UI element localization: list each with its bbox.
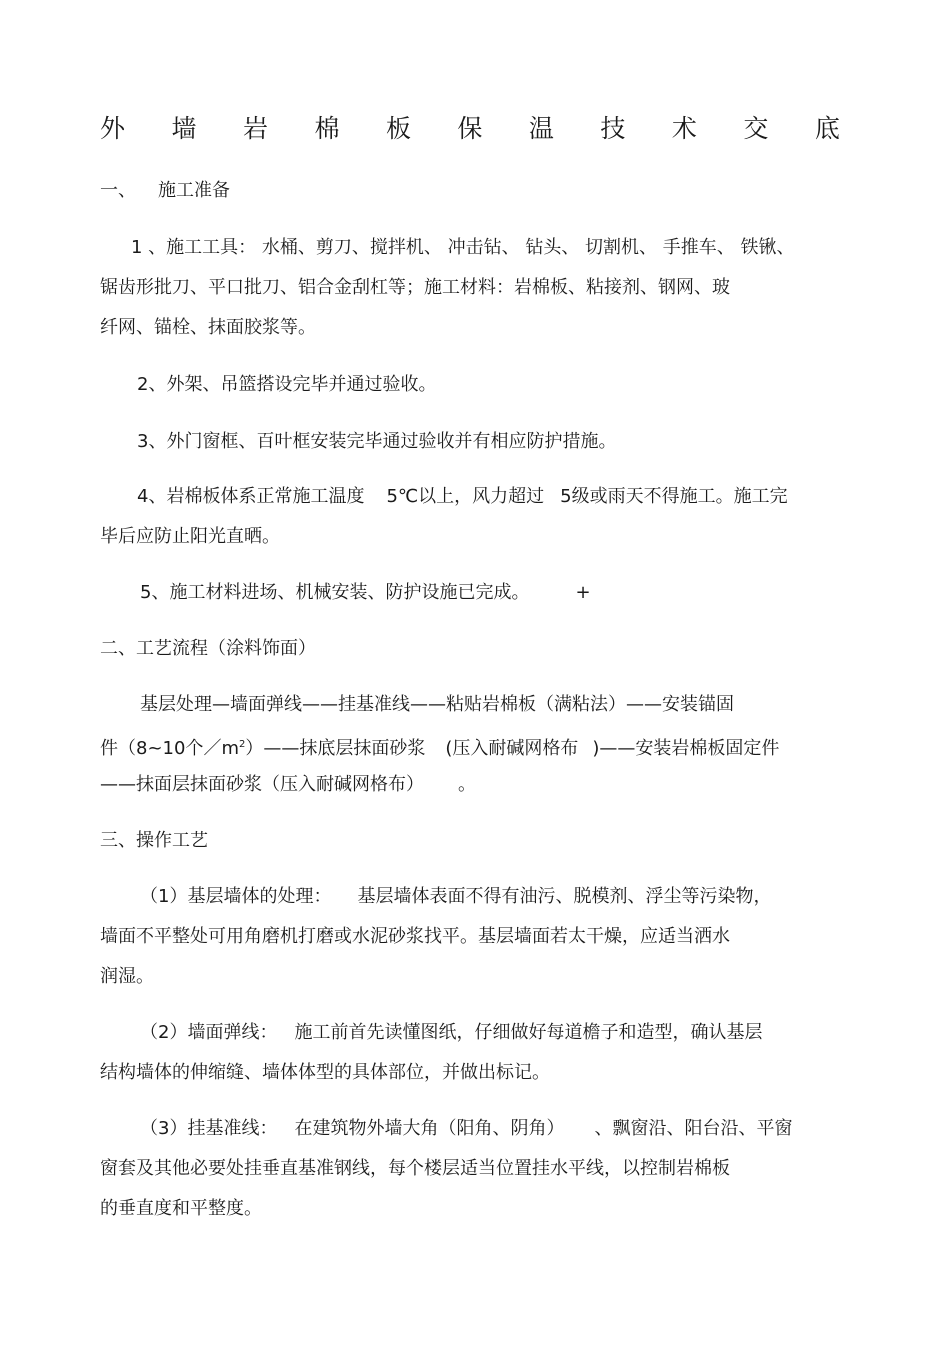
step-2-line-2: 结构墙体的伸缩缝、墙体体型的具体部位，并做出标记。	[100, 1062, 550, 1083]
title-char: 技	[600, 114, 626, 143]
item-5-text: 5、施工材料进场、机械安装、防护设施已完成。	[140, 582, 530, 603]
title-char: 温	[528, 114, 554, 143]
section-1-heading	[100, 178, 230, 204]
step-3-text-b: 、飘窗沿、阳台沿、平窗	[594, 1118, 793, 1139]
title-char: 墙	[171, 114, 197, 143]
item-3: 3、外门窗框、百叶框安装完毕通过验收并有相应防护措施。	[137, 431, 617, 452]
step-1-text: 基层墙体表面不得有油污、脱模剂、浮尘等污染物，	[357, 886, 772, 907]
item-5	[140, 580, 591, 606]
item-4-text-a: 4、岩棉板体系正常施工温度	[137, 486, 365, 507]
item-1-line-3: 纤网、锚栓、抹面胶浆等。	[100, 317, 316, 338]
title-char: 底	[814, 114, 840, 143]
flow-text-d: )——安装岩棉板固定件	[592, 738, 780, 759]
document-title	[100, 112, 840, 146]
step-2-label: （2）墙面弹线：	[140, 1022, 278, 1043]
plus-mark: +	[575, 582, 591, 603]
item-4-text-c: 5级或雨天不得施工。施工完	[560, 486, 788, 507]
flow-text-c: (压入耐碱网格布	[445, 738, 579, 759]
item-4-text-b: 5℃以上，风力超过	[386, 486, 545, 507]
step-1-line-3: 润湿。	[100, 966, 154, 987]
item-4-line-2: 毕后应防止阳光直晒。	[100, 526, 280, 547]
title-char: 板	[385, 114, 411, 143]
superscript: 2	[238, 739, 246, 750]
flow-text-a: 件（8~10个／m	[100, 738, 239, 759]
step-1-line-2: 墙面不平整处可用角磨机打磨或水泥砂浆找平。基层墙面若太干燥，应适当洒水	[100, 926, 730, 947]
section-1-number: 一、	[100, 180, 136, 201]
flow-line-3	[100, 772, 476, 798]
section-1-title: 施工准备	[158, 180, 230, 201]
title-char: 外	[100, 114, 126, 143]
step-3-line-3: 的垂直度和平整度。	[100, 1198, 262, 1219]
step-3-label: （3）挂基准线：	[140, 1118, 278, 1139]
flow-line-2	[100, 732, 779, 762]
title-char: 术	[671, 114, 697, 143]
step-3-text-a: 在建筑物外墙大角（阳角、阴角）	[294, 1118, 565, 1139]
title-char: 交	[743, 114, 769, 143]
step-3-line-2: 窗套及其他必要处挂垂直基准钢线，每个楼层适当位置挂水平线，以控制岩棉板	[100, 1158, 730, 1179]
flow-text-b: ）——抹底层抹面砂浆	[245, 738, 426, 759]
step-2-text: 施工前首先读懂图纸，仔细做好每道檐子和造型，确认基层	[294, 1022, 763, 1043]
step-1-label: （1）基层墙体的处理：	[140, 886, 332, 907]
item-2: 2、外架、吊篮搭设完毕并通过验收。	[137, 374, 437, 395]
section-3-heading: 三、操作工艺	[100, 830, 208, 851]
flow-text-f: 。	[458, 774, 476, 795]
step-1-line-1	[140, 884, 771, 910]
title-char: 保	[457, 114, 483, 143]
step-2-line-1	[140, 1020, 762, 1046]
item-4-line-1	[137, 484, 788, 510]
section-2-heading: 二、工艺流程（涂料饰面）	[100, 638, 316, 659]
title-char: 岩	[242, 114, 268, 143]
title-char: 棉	[314, 114, 340, 143]
step-3-line-1	[140, 1116, 792, 1142]
item-1-line-2: 锯齿形批刀、平口批刀、铝合金刮杠等；施工材料：岩棉板、粘接剂、钢网、玻	[100, 277, 730, 298]
item-1-line-1: 1 、施工工具： 水桶、剪刀、搅拌机、 冲击钻、 钻头、 切割机、 手推车、 铁锹、	[131, 237, 795, 258]
flow-line-1: 基层处理—墙面弹线——挂基准线——粘贴岩棉板（满粘法）——安装锚固	[140, 694, 734, 715]
flow-text-e: ——抹面层抹面砂浆（压入耐碱网格布）	[100, 774, 424, 795]
